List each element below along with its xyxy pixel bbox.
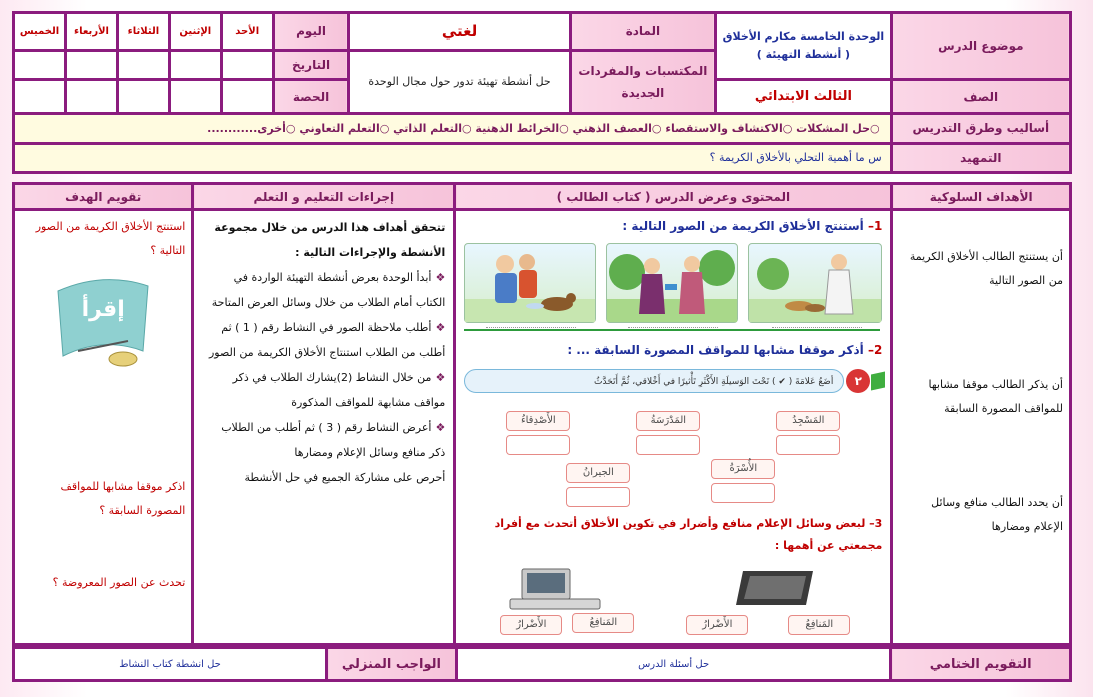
green-cube-icon: [871, 372, 885, 391]
footer-table: [12, 646, 1072, 682]
choice-friends-answer[interactable]: [506, 435, 570, 455]
header-table: [12, 11, 1072, 174]
grade-value: الثالث الابتدائي: [716, 80, 891, 114]
procedures-list: [194, 211, 453, 494]
choice-neighbors-answer[interactable]: [566, 487, 630, 507]
picture-2: [606, 243, 738, 323]
methods-label: أساليب وطرق التدريس: [891, 114, 1070, 143]
lesson-topic-label: موضوع الدرس: [891, 13, 1070, 80]
objective-1: أن يستنتج الطالب الأخلاق الكريمة من الصور التالية: [909, 250, 1063, 288]
subject-label: المادة: [570, 13, 716, 51]
content-cell: [455, 210, 892, 645]
man-with-cats-illustration: [749, 244, 881, 322]
choice-neighbors: الجيرانُ: [566, 463, 630, 483]
media-harms-2: الأَضْرارُ: [686, 615, 748, 635]
activity-banner: أضَعُ عَلامَةَ ( ✔ ) تَحْتَ الوَسيلَةِ الأَكْثَرِ تَأْثيرًا في أَخْلاقي، ثُمَّ أَتَحَدَّثُ: [464, 369, 844, 393]
period-cell-1[interactable]: [221, 80, 273, 114]
day-sun: الأحد: [221, 13, 273, 51]
intro-label: التمهيد: [891, 143, 1070, 173]
media-benefits-1: المَنافِعُ: [572, 613, 634, 633]
period-cell-5[interactable]: [14, 80, 66, 114]
choice-mosque: المَسْجِدُ: [776, 411, 840, 431]
choice-family: الأُسْرَةُ: [711, 459, 775, 479]
objective-3: أن يحدد الطالب منافع وسائل الإعلام ومضارها: [931, 496, 1063, 534]
choice-family-answer[interactable]: [711, 483, 775, 503]
homework-label: الواجب المنزلي: [327, 648, 457, 681]
question-2: 2– أذكر موقفا مشابها للمواقف المصورة السابقة ... :: [567, 343, 883, 358]
read-scroll-image: [48, 271, 158, 371]
procedure-step-4: ❖أعرض النشاط رقم ( 3 ) ثم أطلب من الطلاب ذكر منافع وسائل الإعلام ومضارها: [221, 421, 446, 460]
procedures-intro: تتحقق أهداف هذا الدرس من خلال مجموعة الأنشطة والإجراءات التالية :: [214, 221, 446, 260]
evaluation-header: تقويم الهدف: [14, 184, 193, 210]
date-label: التاريخ: [273, 50, 349, 79]
homework-value: حل انشطة كتاب النشاط: [14, 648, 327, 681]
procedures-header: إجراءات التعليم و التعلم: [193, 184, 455, 210]
date-cell-3[interactable]: [117, 50, 169, 79]
picture-1: [464, 243, 596, 323]
body-table: [12, 182, 1072, 646]
day-thu: الخميس: [14, 13, 66, 51]
choice-friends: الأَصْدِقاءُ: [506, 411, 570, 431]
intro-value: س ما أهمية التحلي بالأخلاق الكريمة ؟: [14, 143, 892, 173]
answer-line-1[interactable]: [486, 327, 576, 328]
question-1: 1– أستنتج الأخلاق الكريمة من الصور التالية :: [622, 219, 883, 234]
monitor-image: [718, 567, 828, 611]
objective-2: أن يذكر الطالب موقفا مشابها للمواقف المصورة السابقة: [928, 378, 1063, 416]
period-cell-2[interactable]: [169, 80, 221, 114]
evaluation-2: اذكر موقفا مشابها للمواقف المصورة السابقة ؟: [60, 480, 186, 518]
content-header: المحتوى وعرض الدرس ( كتاب الطالب ): [455, 184, 892, 210]
procedures-cell: [193, 210, 455, 645]
date-cell-4[interactable]: [66, 50, 118, 79]
unit-title: [716, 13, 891, 80]
computer-image: [500, 567, 610, 611]
unit-line1: الوحدة الخامسة مكارم الأخلاق: [722, 30, 885, 44]
objectives-cell: [892, 210, 1071, 645]
skills-label: المكتسبات والمفردات الجديدة: [570, 50, 716, 113]
procedure-step-1: ❖أبدأ الوحدة بعرض أنشطة التهيئة الواردة في الكتاب أمام الطلاب من خلال وسائل العرض المتاحة: [211, 271, 446, 310]
evaluation-1: استنتج الأخلاق الكريمة من الصور التالية ؟: [35, 220, 186, 258]
computer-icon: [500, 567, 610, 611]
evaluation-cell: [14, 210, 193, 645]
day-wed: الأربعاء: [66, 13, 118, 51]
media-harms-1: الأَضْرارُ: [500, 615, 562, 635]
skills-value: حل أنشطة تهيئة تدور حول مجال الوحدة: [349, 50, 570, 113]
methods-value: ○حل المشكلات ○الاكتشاف والاستقصاء ○العصف الذهني ○الخرائط الذهنية ○التعلم الذاتي ○التعلم التعاوني ○أخرى............: [14, 114, 892, 143]
girls-sharing-illustration: [607, 244, 737, 322]
boy-feeding-dog-illustration: [465, 244, 595, 322]
answer-line-2[interactable]: [628, 327, 718, 328]
unit-line2: ( أنشطة التهيئة ): [756, 48, 851, 62]
day-mon: الإثنين: [169, 13, 221, 51]
answer-line-3[interactable]: [772, 327, 862, 328]
green-divider-1: [464, 329, 880, 331]
day-label: اليوم: [273, 13, 349, 51]
procedure-step-3: ❖من خلال النشاط (2)يشارك الطلاب في ذكر مواقف مشابهة للمواقف المذكورة: [232, 371, 446, 410]
grade-label: الصف: [891, 80, 1070, 114]
date-cell-1[interactable]: [221, 50, 273, 79]
final-eval-label: التقويم الختامي: [891, 648, 1071, 681]
procedure-step-2: ❖أطلب ملاحظة الصور في النشاط رقم ( 1 ) ثم أطلب من الطلاب استنتاج الأخلاق الكريمة من الصور: [208, 321, 446, 360]
day-tue: الثلاثاء: [117, 13, 169, 51]
objectives-header: الأهداف السلوكية: [892, 184, 1071, 210]
subject-value: لغتي: [349, 13, 570, 51]
question-3: 3– لبعض وسائل الإعلام منافع وأضرار في تكوين الأخلاق أتحدث مع أفراد مجمعتي عن أهمها :: [494, 517, 883, 553]
picture-3: [748, 243, 882, 323]
final-eval-value: حل أسئلة الدرس: [456, 648, 891, 681]
media-benefits-2: المَنافِعُ: [788, 615, 850, 635]
activity-number-badge: ٢: [846, 369, 870, 393]
evaluation-3: تحدث عن الصور المعروضة ؟: [52, 576, 186, 590]
choice-school-answer[interactable]: [636, 435, 700, 455]
choice-school: المَدْرَسَةُ: [636, 411, 700, 431]
read-word: إقرأ: [81, 297, 125, 323]
period-cell-4[interactable]: [66, 80, 118, 114]
date-cell-5[interactable]: [14, 50, 66, 79]
date-cell-2[interactable]: [169, 50, 221, 79]
choice-mosque-answer[interactable]: [776, 435, 840, 455]
tv-icon: [718, 567, 828, 611]
period-cell-3[interactable]: [117, 80, 169, 114]
period-label: الحصة: [273, 80, 349, 114]
procedure-closing: أحرص على مشاركة الجميع في حل الأنشطة: [244, 471, 446, 485]
